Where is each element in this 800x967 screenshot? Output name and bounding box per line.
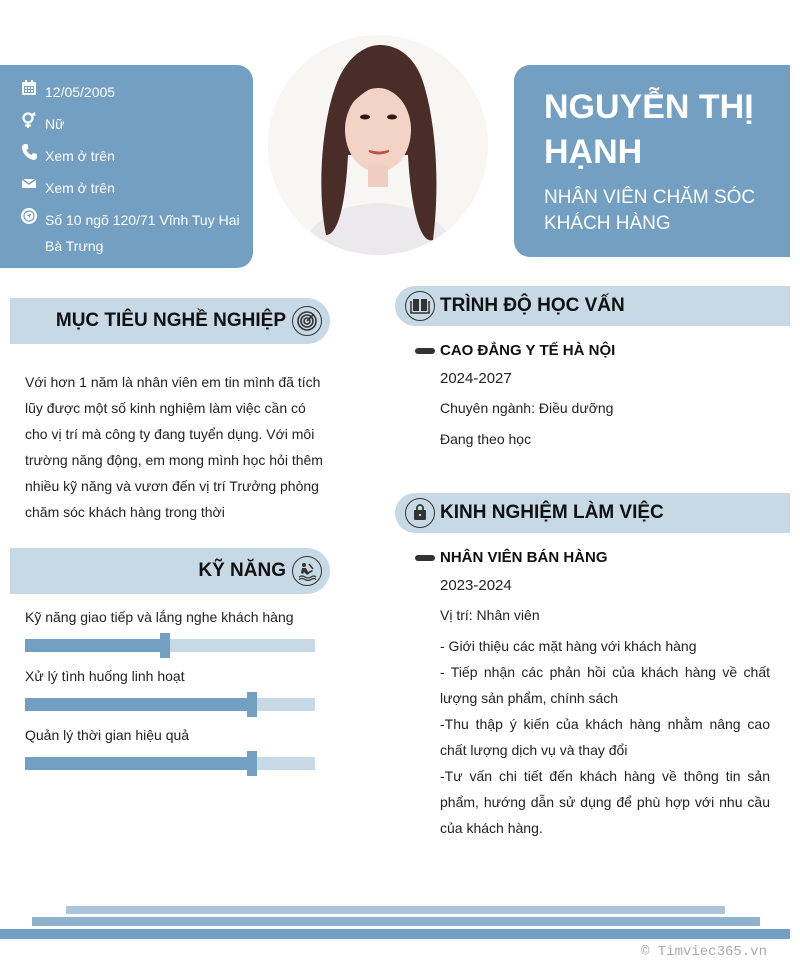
- contact-gender: [0, 111, 253, 137]
- phone-icon: [20, 144, 38, 162]
- skill-name: Xử lý tình huống linh hoạt: [25, 668, 185, 684]
- email-text: Xem ở trên: [45, 180, 115, 196]
- skill-level-bar: [25, 757, 315, 770]
- briefcase-lock-icon: [405, 498, 435, 528]
- duty-item: -Thu thập ý kiến của khách hàng nhằm nâng cao chất lượng dịch vụ và thay đổi: [440, 716, 770, 758]
- contact-phone: [0, 143, 253, 169]
- skill-figure-icon: [292, 556, 322, 586]
- education-major: Chuyên ngành: Điều dưỡng: [440, 400, 614, 416]
- gender-icon: [20, 112, 38, 130]
- contact-email: [0, 175, 253, 201]
- skills-heading: KỸ NĂNG: [198, 560, 286, 581]
- skill-item: [25, 725, 315, 770]
- bullet-dash: [415, 348, 435, 354]
- copyright-text: © Timviec365.vn: [640, 944, 767, 960]
- book-icon: [405, 291, 435, 321]
- skill-name: Quản lý thời gian hiệu quả: [25, 727, 190, 743]
- experience-entry: [415, 549, 770, 841]
- job-role: NHÂN VIÊN BÁN HÀNG: [440, 549, 608, 566]
- address-text: Số 10 ngõ 120/71 Vĩnh Tuy Hai Bà Trưng: [45, 212, 240, 254]
- candidate-job-title: NHÂN VIÊN CHĂM SÓC KHÁCH HÀNG: [544, 187, 756, 234]
- skill-level-bar: [25, 698, 315, 711]
- experience-heading: KINH NGHIỆM LÀM VIỆC: [440, 502, 664, 523]
- skills-section-header: [10, 548, 330, 594]
- contact-info-panel: [0, 65, 253, 268]
- experience-years: 2023-2024: [440, 577, 512, 594]
- candidate-name: NGUYỄN THỊ HẠNH: [544, 88, 754, 171]
- skill-level-marker: [160, 633, 170, 658]
- footer-decor-bar-middle: [32, 917, 760, 926]
- skill-level-fill: [25, 698, 251, 711]
- skill-level-marker: [247, 692, 257, 717]
- birthdate-text: 12/05/2005: [45, 84, 116, 100]
- skill-name: Kỹ năng giao tiếp và lắng nghe khách hàng: [25, 609, 294, 625]
- footer-decor-bar-top: [66, 906, 725, 914]
- skill-level-bar: [25, 639, 315, 652]
- education-entry: [415, 342, 770, 452]
- duty-item: - Tiếp nhận các phản hồi của khách hàng về chất lượng sản phẩm, chính sách: [440, 664, 770, 706]
- contact-birthdate: [0, 79, 253, 105]
- skill-item: [25, 666, 315, 711]
- education-heading: TRÌNH ĐỘ HỌC VẤN: [440, 295, 625, 316]
- bullet-dash: [415, 555, 435, 561]
- skill-item: [25, 607, 315, 652]
- objective-section-header: [10, 298, 330, 344]
- footer-decor-bar-bottom: [0, 929, 790, 939]
- education-status: Đang theo học: [440, 431, 532, 447]
- skill-level-fill: [25, 639, 164, 652]
- location-compass-icon: [20, 208, 38, 226]
- school-name: CAO ĐẲNG Y TẾ HÀ NỘI: [440, 342, 616, 359]
- duty-item: - Giới thiệu các mặt hàng với khách hàng: [440, 638, 697, 654]
- name-title-panel: [514, 65, 790, 257]
- envelope-icon: [20, 176, 38, 194]
- education-years: 2024-2027: [440, 370, 512, 387]
- objective-text: Với hơn 1 năm là nhân viên em tin mình đã tích lũy được một số kinh nghiệm làm việc cần có cho vị trí mà công ty đang tuyển dụng. Với môi trường năng động, em mong mình học hỏi thêm nhiều kỹ năng và vươn đến vị trí Trưởng phòng chăm sóc khách hàng trong thời: [25, 374, 323, 520]
- objective-heading: MỤC TIÊU NGHỀ NGHIỆP: [55, 310, 286, 331]
- experience-section-header: [395, 493, 790, 533]
- duty-item: -Tư vấn chi tiết đến khách hàng về thông tin sản phẩm, hướng dẫn sử dụng để phù hợp với nhu cầu của khách hàng.: [440, 768, 770, 836]
- phone-text: Xem ở trên: [45, 148, 115, 164]
- profile-photo: [268, 35, 488, 255]
- experience-position: Vị trí: Nhân viên: [440, 607, 540, 623]
- target-icon: [292, 306, 322, 336]
- education-section-header: [395, 286, 790, 326]
- skill-level-marker: [247, 751, 257, 776]
- gender-text: Nữ: [45, 116, 65, 132]
- calendar-icon: [20, 80, 38, 98]
- contact-address: [0, 207, 253, 259]
- skill-level-fill: [25, 757, 251, 770]
